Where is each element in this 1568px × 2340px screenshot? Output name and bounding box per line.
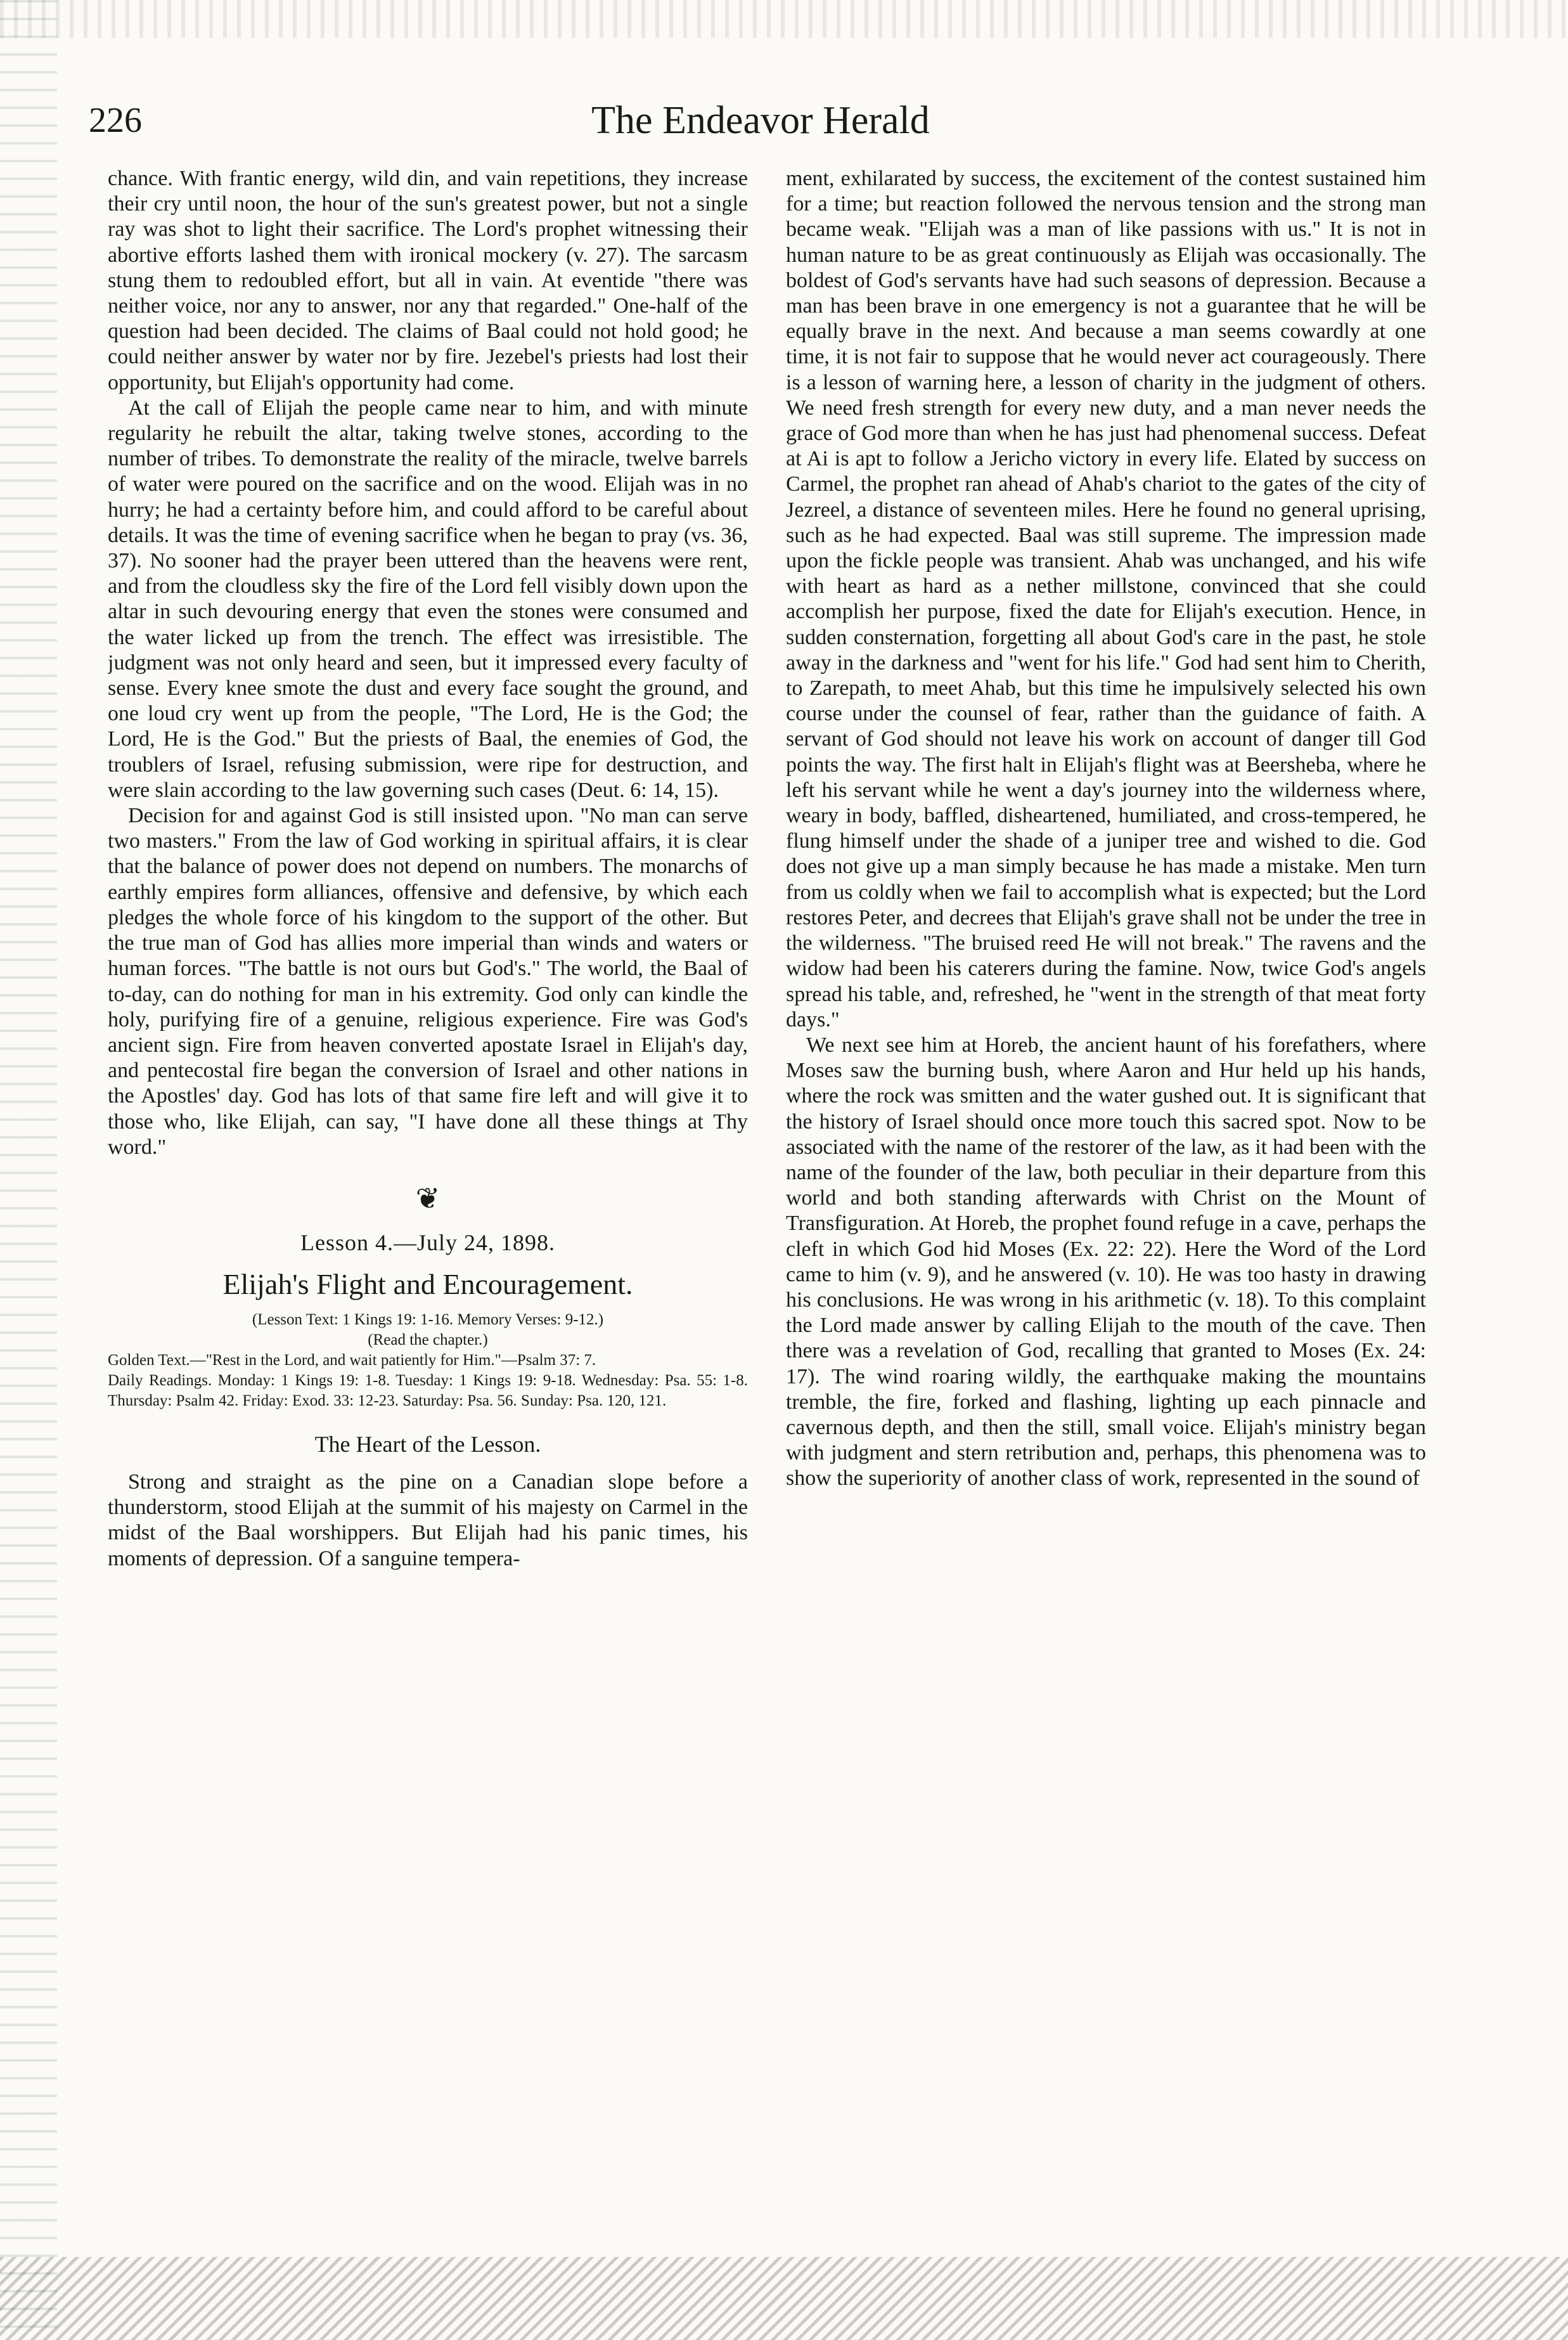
scan-noise-bottom <box>0 2257 1568 2340</box>
page-header <box>89 95 1432 146</box>
page-number: 226 <box>89 101 142 140</box>
scan-noise-top <box>0 0 1568 38</box>
paragraph: We next see him at Horeb, the ancient haunt of his forefathers, where Moses saw the burning bush, where Aaron and Hur held up his hands, where the rock was smitten and the water gushed out. It is significant that the history of Israel should once more touch this sacred spot. Now to be associated with the name of the restorer of the law, as it had been with the name of the founder of the law, both peculiar in their departure from this world and both standing afterwards with Christ on the Mount of Transfiguration. At Horeb, the prophet found refuge in a cave, perhaps the cleft in which God hid Moses (Ex. 22: 22). Here the Word of the Lord came to him (v. 9), and he answered (v. 10). He was too hasty in drawing his conclusions. He was wrong in his arithmetic (v. 18). To this complaint the Lord made answer by calling Elijah to the mouth of the cave. Then there was a revelation of God, recalling that granted to Moses (Ex. 24: 17). The wind roaring wildly, the earthquake making the mountains tremble, the fire, forked and flashing, lighting up each pinnacle and cavernous depth, and then the still, small voice. Elijah's ministry began with judgment and stern retribution and, perhaps, this phenomena was to show the superiority of another class of work, represented in the sound of <box>786 1033 1426 1490</box>
section-heading: The Heart of the Lesson. <box>314 1431 541 1457</box>
running-title: The Endeavor Herald <box>591 99 930 142</box>
left-column <box>108 166 748 2246</box>
read-chapter-note: (Read the chapter.) <box>368 1331 488 1348</box>
paragraph: Decision for and against God is still insisted upon. "No man can serve two masters." From the law of God working in spiritual affairs, it is clear that the balance of power does not depend on numbers. The monarchs of earthly empires form alliances, offensive and defensive, by which each pledges the whole force of his kingdom to the support of the other. But the true man of God has allies more imperial than winds and waters or human forces. "The battle is not ours but God's." The world, the Baal of to-day, can do nothing for man in his extremity. God only can kindle the holy, purifying fire of a genuine, religious experience. Fire was God's ancient sign. Fire from heaven converted apostate Israel in Elijah's day, and pentecostal fire began the conversion of Israel and other nations in the Apostles' day. God has lots of that same fire left and will give it to those who, like Elijah, can say, "I have done all these things at Thy word." <box>108 804 748 1159</box>
scan-noise-left <box>0 0 57 2340</box>
paragraph: chance. With frantic energy, wild din, and vain repetitions, they increase their cry until noon, the hour of the sun's greatest power, but not a single ray was shot to light their sacrifice. The Lord's prophet witnessing their abortive efforts lashed them with ironical mockery (v. 27). The sarcasm stung them to redoubled effort, but all in vain. At eventide "there was neither voice, nor any to answer, nor any that regarded." One-half of the question had been decided. The claims of Baal could not hold good; he could neither answer by water nor by fire. Jezebel's priests had lost their opportunity, but Elijah's opportunity had come. <box>108 167 748 394</box>
ornament-icon: ❦ <box>415 1182 440 1215</box>
paragraph: ment, exhilarated by success, the excitement of the contest sustained him for a time; but reaction followed the nervous tension and the strong man became weak. "Elijah was a man of like passions with us." It is not in human nature to be as great continuously as Elijah was occasionally. The boldest of God's servants have had such seasons of depression. Because a man has been brave in one emergency is not a guarantee that he will be equally brave in the next. And because a man seems cowardly at one time, it is not fair to suppose that he would never act courageously. There is a lesson of warning here, a lesson of charity in the judgment of others. We need fresh strength for every new duty, and a man never needs the grace of God more than when he has just had phenomenal success. Defeat at Ai is apt to follow a Jericho victory in every life. Elated by success on Carmel, the prophet ran ahead of Ahab's chariot to the gates of the city of Jezreel, a distance of seventeen miles. Here he found no general uprising, such as he had expected. Baal was still supreme. The impression made upon the fickle people was transient. Ahab was unchanged, and his wife with heart as hard as a nether millstone, convinced that she could accomplish her purpose, fixed the date for Elijah's execution. Hence, in sudden consternation, forgetting all about God's care in the past, he stole away in the darkness and "went for his life." God had sent him to Cherith, to Zarepath, to meet Ahab, but this time he impulsively selected his own course under the counsel of fear, rather than the guidance of faith. A servant of God should not leave his work on account of danger till God points the way. The first halt in Elijah's flight was at Beersheba, where he left his servant while he went a day's journey into the wilderness where, weary in body, baffled, disheartened, humiliated, and cross-tempered, he flung himself under the shade of a juniper tree and wished to die. God does not give up a man simply because he has made a mistake. Men turn from us coldly when we fail to accomplish what is expected; but the Lord restores Peter, and decrees that Elijah's grave shall not be under the tree in the wilderness. "The bruised reed He will not break." The ravens and the widow had been his caterers during the famine. Now, twice God's angels spread his table, and, refreshed, he "went in the strength of that meat forty days." <box>786 167 1426 1031</box>
lesson-number: Lesson 4.—July 24, 1898. <box>300 1229 555 1255</box>
lesson-title: Elijah's Flight and Encouragement. <box>222 1267 633 1300</box>
lesson-text: (Lesson Text: 1 Kings 19: 1-16. Memory Verses: 9-12.) <box>252 1310 604 1328</box>
golden-text: Golden Text.—"Rest in the Lord, and wait patiently for Him."—Psalm 37: 7. <box>108 1351 596 1369</box>
right-column <box>786 166 1426 2246</box>
daily-readings: Daily Readings. Monday: 1 Kings 19: 1-8. Tuesday: 1 Kings 19: 9-18. Wednesday: Psa. 55: 1-8. Thursday: Psalm 42. Friday: Exod. 33: 12-23. Saturday: Psa. 56. Sunday: Psa. 120, 121. <box>108 1371 748 1409</box>
paragraph: Strong and straight as the pine on a Canadian slope before a thunderstorm, stood Elijah at the summit of his majesty on Carmel in the midst of the Baal worshippers. But Elijah had his panic times, his moments of depression. Of a sanguine tempera- <box>108 1470 748 1570</box>
paragraph: At the call of Elijah the people came near to him, and with minute regularity he rebuilt the altar, taking twelve stones, according to the number of tribes. To demonstrate the reality of the miracle, twelve barrels of water were poured on the sacrifice and on the wood. Elijah was in no hurry; he had a certainty before him, and could afford to be careful about details. It was the time of evening sacrifice when he began to pray (vs. 36, 37). No sooner had the prayer been uttered than the heavens were rent, and from the cloudless sky the fire of the Lord fell visibly down upon the altar in such devouring energy that even the stones were consumed and the water licked up from the trench. The effect was irresistible. The judgment was not only heard and seen, but it impressed every faculty of sense. Every knee smote the dust and every face sought the ground, and one loud cry went up from the people, "The Lord, He is the God; the Lord, He is the God." But the priests of Baal, the enemies of God, the troublers of Israel, refusing submission, were ripe for destruction, and were slain according to the law governing such cases (Deut. 6: 14, 15). <box>108 396 748 802</box>
